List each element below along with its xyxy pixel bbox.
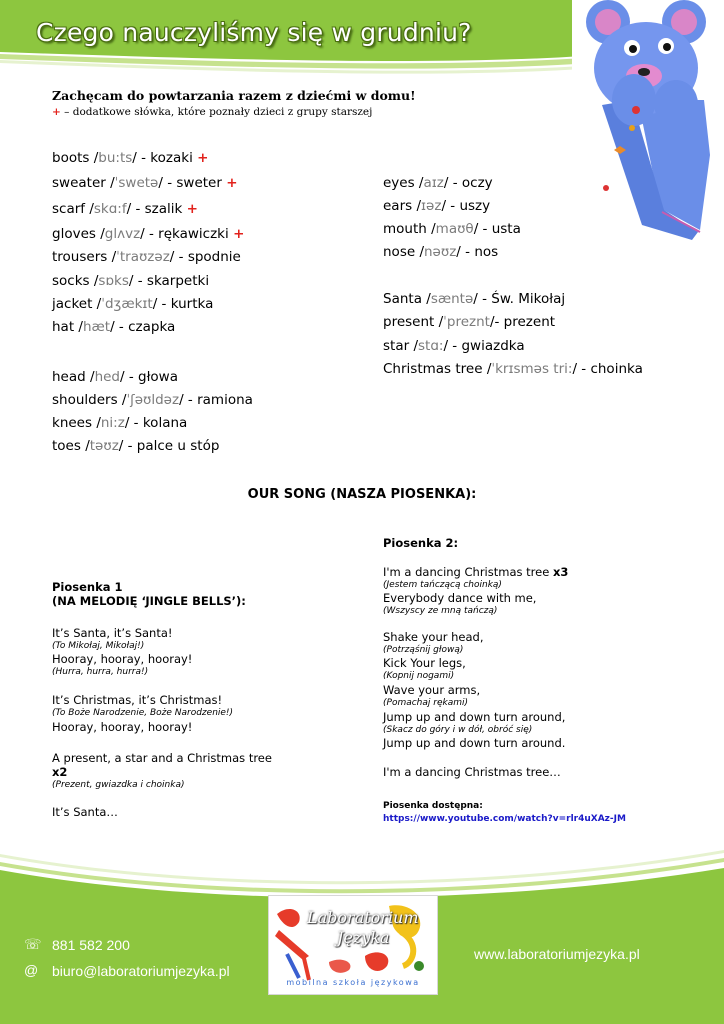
song-line: It’s Christmas, it’s Christmas!	[52, 693, 223, 707]
youtube-link[interactable]: https://www.youtube.com/watch?v=rlr4uXAz-JM	[383, 814, 626, 824]
song2-title: Piosenka 2:	[383, 536, 459, 550]
vocab-item: shoulders /ˈʃəʊldəz/ - ramiona	[52, 392, 253, 408]
vocab-item: Santa /sæntə/ - Św. Mikołaj	[383, 291, 566, 307]
vocab-item: sweater /ˈswetə/ - sweter +	[52, 175, 238, 191]
song-line: Kick Your legs,	[383, 656, 466, 670]
song-line: Everybody dance with me,	[383, 591, 537, 605]
vocab-item: socks /sɒks/ - skarpetki	[52, 273, 210, 289]
vocab-item: ears /ɪəz/ - uszy	[383, 198, 491, 214]
logo	[268, 895, 438, 995]
vocab-item: hat /hæt/ - czapka	[52, 319, 176, 335]
song-translation: (Wszyscy ze mną tańczą)	[383, 606, 498, 616]
song-line: Wave your arms,	[383, 683, 481, 697]
vocab-item: head /hed/ - głowa	[52, 369, 178, 385]
song-line: I'm a dancing Christmas tree x3	[383, 565, 569, 579]
song-line: I'm a dancing Christmas tree…	[383, 765, 561, 779]
page-title: Czego nauczyliśmy się w grudniu?	[36, 18, 472, 47]
vocab-item: toes /təʊz/ - palce u stóp	[52, 438, 220, 454]
song-translation: (Kopnij nogami)	[383, 671, 455, 681]
vocab-item: Christmas tree /ˈkrɪsməs tri:/ - choinka	[383, 361, 643, 377]
song-line: Shake your head,	[383, 630, 484, 644]
song-translation: (Prezent, gwiazdka i choinka)	[52, 780, 185, 790]
vocab-item: scarf /skɑ:f/ - szalik +	[52, 201, 198, 217]
song-heading: OUR SONG (NASZA PIOSENKA):	[247, 487, 477, 502]
song-translation: (Pomachaj rękami)	[383, 698, 468, 708]
legend-note: – dodatkowe słówka, które poznały dzieci z grupy starszej	[60, 106, 373, 118]
song1-subtitle: (NA MELODIĘ ‘JINGLE BELLS’):	[52, 594, 246, 608]
vocab-item: boots /bu:ts/ - kozaki +	[52, 150, 209, 166]
song-line: Jump up and down turn around.	[383, 736, 566, 750]
logo-title: Laboratorium	[307, 908, 419, 927]
website-link[interactable]: www.laboratoriumjezyka.pl	[474, 946, 640, 962]
song-repeat: x2	[52, 765, 68, 779]
vocab-item: knees /ni:z/ - kolana	[52, 415, 188, 431]
song-translation: (Skacz do góry i w dół, obróć się)	[383, 725, 533, 735]
song-line: It’s Santa, it’s Santa!	[52, 626, 173, 640]
song-translation: (Jestem tańczącą choinką)	[383, 580, 502, 590]
vocab-item: star /stɑ:/ - gwiazdka	[383, 338, 525, 354]
song-line: Hooray, hooray, hooray!	[52, 652, 193, 666]
plus-marker: +	[52, 106, 61, 118]
song-available-label: Piosenka dostępna:	[383, 801, 483, 811]
song1-title: Piosenka 1	[52, 580, 123, 594]
vocab-item: gloves /glʌvz/ - rękawiczki +	[52, 226, 245, 242]
email-icon: @	[24, 962, 39, 978]
email-address[interactable]: biuro@laboratoriumjezyka.pl	[52, 963, 230, 979]
logo-tagline: mobilna szkoła językowa	[286, 978, 420, 987]
song-line: Hooray, hooray, hooray!	[52, 720, 193, 734]
song-line: Jump up and down turn around,	[383, 710, 566, 724]
logo-subtitle: Języka	[337, 928, 390, 947]
song-line: A present, a star and a Christmas tree	[52, 751, 272, 765]
phone-icon: ☏	[24, 936, 42, 952]
vocab-item: jacket /ˈdʒækɪt/ - kurtka	[52, 296, 214, 312]
song-translation: (Potrząśnij głową)	[383, 645, 464, 655]
puppet-illustration	[572, 0, 724, 245]
vocab-item: nose /nəʊz/ - nos	[383, 244, 499, 260]
vocab-item: trousers /ˈtraʊzəz/ - spodnie	[52, 249, 241, 265]
vocab-item: eyes /aɪz/ - oczy	[383, 175, 493, 191]
song-line: It’s Santa…	[52, 805, 118, 819]
vocab-item: mouth /maʊθ/ - usta	[383, 221, 521, 237]
song-translation: (To Mikołaj, Mikołaj!)	[52, 641, 145, 651]
intro-legend	[52, 106, 372, 118]
song-translation: (To Boże Narodzenie, Boże Narodzenie!)	[52, 708, 234, 718]
phone-number[interactable]: 881 582 200	[52, 937, 130, 953]
intro-text: Zachęcam do powtarzania razem z dziećmi w domu!	[52, 88, 416, 103]
song-translation: (Hurra, hurra, hurra!)	[52, 667, 149, 677]
vocab-item: present /ˈpreznt/- prezent	[383, 314, 556, 330]
